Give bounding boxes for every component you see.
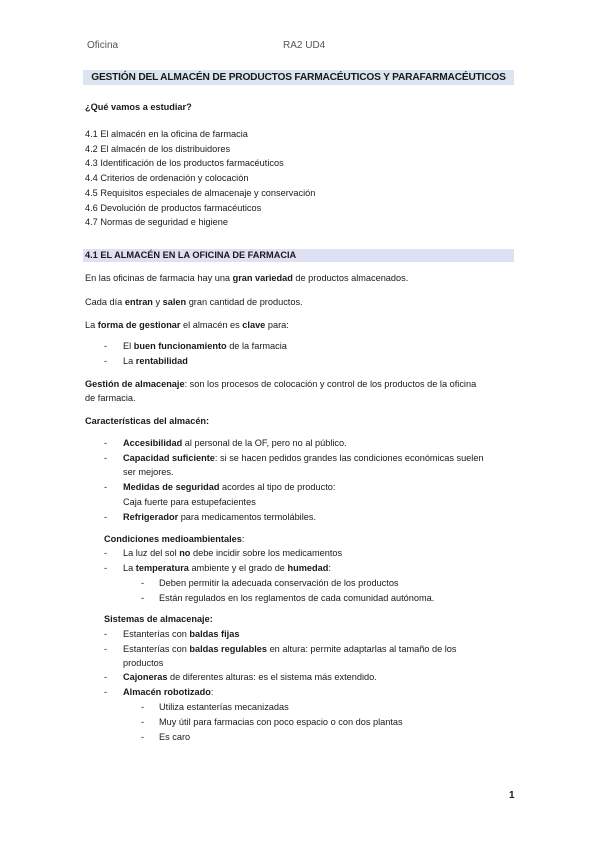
characteristics-title: Características del almacén: [85, 416, 210, 426]
bullet-dash: - [104, 482, 108, 492]
document-title: GESTIÓN DEL ALMACÉN DE PRODUCTOS FARMACÉUTICOS Y PARAFARMACÉUTICOS [83, 70, 514, 85]
bullet-dash: - [104, 356, 108, 366]
sub-list-item: Utiliza estanterías mecanizadas [159, 702, 289, 712]
sub-list-item: Es caro [159, 732, 191, 742]
header-center: RA2 UD4 [283, 40, 326, 51]
paragraph-variety: En las oficinas de farmacia hay una gran variedad de productos almacenados. [85, 273, 409, 283]
list-item: Medidas de seguridad acordes al tipo de producto: [123, 482, 336, 492]
list-item: La rentabilidad [123, 356, 188, 366]
bullet-dash: - [104, 341, 108, 351]
bullet-dash: - [104, 563, 108, 573]
bullet-dash: - [104, 512, 108, 522]
toc-item[interactable]: 4.4 Criterios de ordenación y colocación [85, 173, 249, 184]
list-item: Cajoneras de diferentes alturas: es el sistema más extendido. [123, 672, 377, 682]
list-item: El buen funcionamiento de la farmacia [123, 341, 287, 351]
definition-continuation: de farmacia. [85, 393, 136, 403]
bullet-dash: - [141, 717, 145, 727]
toc-item[interactable]: 4.6 Devolución de productos farmacéuticos [85, 202, 262, 213]
sub-list-item: Deben permitir la adecuada conservación de los productos [159, 578, 399, 588]
bullet-dash: - [104, 438, 108, 448]
list-item: Capacidad suficiente: si se hacen pedidos grandes las condiciones económicas suelen [123, 453, 484, 463]
bullet-dash: - [104, 687, 108, 697]
bullet-dash: - [104, 548, 108, 558]
storage-systems-title: Sistemas de almacenaje: [104, 614, 213, 624]
bullet-dash: - [141, 593, 145, 603]
table-of-contents [85, 127, 315, 230]
list-item: La temperatura ambiente y el grado de humedad: [123, 563, 331, 573]
toc-item[interactable]: 4.2 El almacén de los distribuidores [85, 143, 231, 154]
list-item-continuation: Caja fuerte para estupefacientes [123, 497, 256, 507]
bullet-dash: - [141, 578, 145, 588]
section-heading-text: 4.1 EL ALMACÉN EN LA OFICINA DE FARMACIA [85, 250, 297, 260]
bullet-dash: - [141, 702, 145, 712]
bullet-dash: - [104, 629, 108, 639]
toc-item[interactable]: 4.7 Normas de seguridad e higiene [85, 217, 229, 228]
list-item: La luz del sol no debe incidir sobre los medicamentos [123, 548, 343, 558]
page-number: 1 [509, 790, 515, 801]
intro-question: ¿Qué vamos a estudiar? [85, 102, 192, 112]
list-item: Accesibilidad al personal de la OF, pero no al público. [123, 438, 347, 448]
list-item-continuation: productos [123, 658, 164, 668]
definition-storage-management: Gestión de almacenaje: son los procesos de colocación y control de los productos de la oficina [85, 379, 477, 389]
paragraph-management: La forma de gestionar el almacén es clave para: [85, 320, 289, 330]
list-item: Estanterías con baldas regulables en altura: permite adaptarlas al tamaño de los [123, 644, 457, 654]
list-item: Almacén robotizado: [123, 687, 214, 697]
bullet-dash: - [141, 732, 145, 742]
header-left: Oficina [87, 40, 119, 51]
bullet-dash: - [104, 672, 108, 682]
toc-item[interactable]: 4.3 Identificación de los productos farmacéuticos [85, 158, 284, 169]
bullet-dash: - [104, 644, 108, 654]
list-item: Refrigerador para medicamentos termolábiles. [123, 512, 317, 522]
list-item: Estanterías con baldas fijas [123, 629, 240, 639]
sub-list-item: Muy útil para farmacias con poco espacio o con dos plantas [159, 717, 403, 727]
paragraph-flow: Cada día entran y salen gran cantidad de productos. [85, 297, 303, 307]
environment-title: Condiciones medioambientales: [104, 534, 245, 544]
sub-list-item: Están regulados en los reglamentos de cada comunidad autónoma. [159, 593, 435, 603]
bullet-dash: - [104, 453, 108, 463]
list-item-continuation: ser mejores. [123, 467, 174, 477]
section-heading [83, 249, 514, 262]
toc-item[interactable]: 4.1 El almacén en la oficina de farmacia [85, 129, 248, 139]
toc-item[interactable]: 4.5 Requisitos especiales de almacenaje y conservación [85, 187, 316, 198]
